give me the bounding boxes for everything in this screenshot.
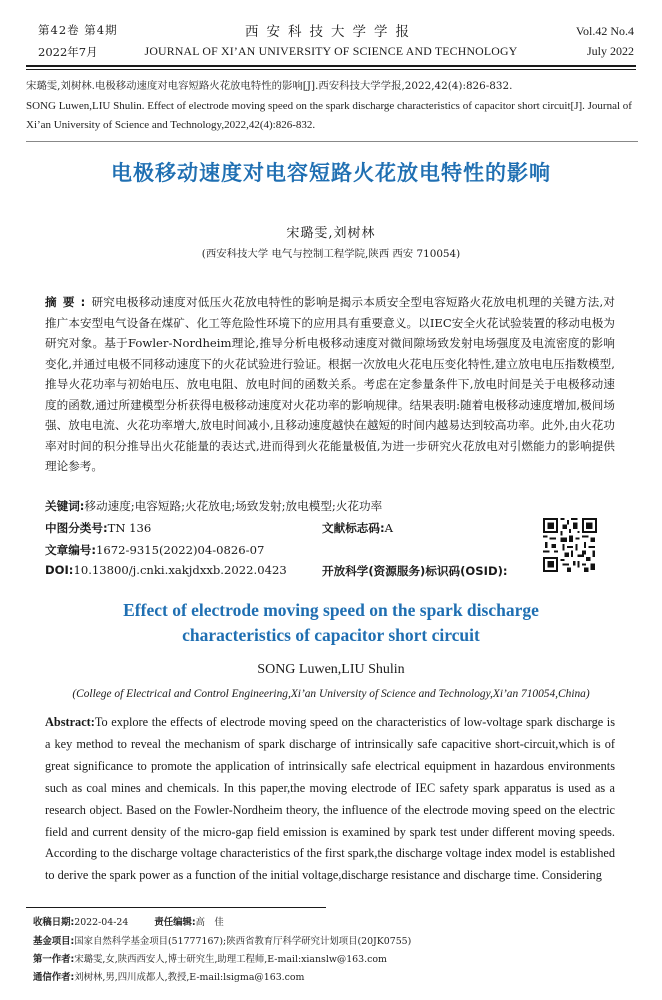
clc-value: TN 136 [107,521,152,535]
article-title-en [0,598,662,648]
footnote-first-author [33,951,633,965]
abstract-cn-text: 研究电极移动速度对低压火花放电特性的影响是揭示本质安全型电容短路火花放电机理的关键方法,对推广本安型电气设备在煤矿、化工等危险性环境下的应用具有重要意义。以IEC安全火花试验装置的移动电极为研究对象。基于Fowler-Nordheim理论,推导分析电极移动速度对微间隙场致发射电场强度及电流密度的影响变化,并通过电极不同移动速度下的火花试验进行验证。根据一次放电火花电压变化特性,建立放电电压指数模型,推导火花功率与初始电压、放电电阻、放电时间的函数关系。考虑在定参量条件下,放电时间是关于电极移动速度的函数,通过所建模型分析获得电极移动速度对火花功率的影响规律。结果表明:随着电极移动速度增加,极间场强、放电电流、火花功率增大,放电时间减小,且移动速度越快在越短的时间内越易达到较高功率。此外,由火花功率对时间的积分推导出火花能量的表达式,进而得到火花能量极值,为进一步研究火花放电对引燃能力的影响提供理论参考。 [45,295,615,473]
citation-en: SONG Luwen,LIU Shulin. Effect of electrode moving speed on the spark discharge characteristics of capacitor short circuit[J]. Journal of Xi’an University of Science and Technology,2022,42(4):826-832. [26,99,632,131]
footnote-rule [26,907,326,908]
footnote-fund [33,933,633,947]
citation-cn: 宋璐雯,刘树林.电极移动速度对电容短路火花放电特性的影响[J].西安科技大学学报,2022,42(4):826-832. [26,80,513,92]
authors-en: SONG Luwen,LIU Shulin [257,662,405,677]
first-author-value: 宋璐雯,女,陕西西安人,博士研究生,助理工程师,E-mail:xianslw@163.com [74,954,387,965]
clc-label: 中图分类号: [45,521,108,535]
document-code [322,520,393,536]
corresponding-value: 刘树林,男,四川成都人,教授,E-mail:lsigma@163.com [74,972,305,983]
article-no-label: 文章编号: [45,543,97,557]
editor-label: 责任编辑: [154,917,196,928]
header-rule-thin [26,69,636,70]
abstract-cn-label: 摘要: [45,295,92,309]
abstract-en-label: Abstract: [45,715,95,729]
journal-name-en: JOURNAL OF XI’AN UNIVERSITY OF SCIENCE AND TECHNOLOGY [144,44,518,58]
article-title-en-line1: Effect of electrode moving speed on the spark discharge [123,600,539,620]
clc-number [45,520,151,536]
journal-name-cn: 西安科技大学学报 [245,24,417,40]
fund-label: 基金项目: [33,936,75,947]
footnote-corresponding [33,969,633,983]
fund-value: 国家自然科学基金项目(51777167);陕西省教育厅科学研究计划项目(20JK0755) [74,936,412,947]
osid-label: 开放科学(资源服务)标识码(OSID): [322,564,508,578]
article-title-cn: 电极移动速度对电容短路火花放电特性的影响 [111,161,551,185]
received-value: 2022-04-24 [74,917,129,928]
article-no-value: 1672-9315(2022)04-0826-07 [96,543,265,557]
article-number [45,542,264,558]
doi [45,563,287,577]
corresponding-label: 通信作者: [33,972,75,983]
affiliation-en: (College of Electrical and Control Engineering,Xi’an University of Science and Technology,Xi’an 710054,China) [72,688,590,700]
doi-label: DOI: [45,563,74,577]
date-cn: 2022年7月 [38,45,98,59]
date-en: July 2022 [586,44,634,58]
doi-value: 10.13800/j.cnki.xakjdxxb.2022.0423 [73,563,287,577]
authors-cn: 宋璐雯,刘树林 [286,226,376,241]
editor-value: 高 佳 [195,917,224,928]
qr-code-icon [543,518,597,572]
abstract-en-text: To explore the effects of electrode moving speed on the characteristics of low-voltage spark discharge is a key method to reveal the mechanism of spark discharge of intrinsically safe capacitive short-circuit,which is of great significance to promote the application of intrinsically safe electrical equipment in hazardous environments such as coal mines and chemicals. In this paper,the moving electrode of IEC safety spark apparatus is used as a research object. Based on the Fowler-Nordheim theory, the influence of the electrode moving speed on the electric field and current density of the micro-gap field emission is examined by spark test under different moving speeds. According to the discharge voltage characteristics of the first spark,the discharge voltage index model is established to derive the spark power as a function of the initial voltage,discharge resistance and discharge time. Considering [45,715,615,883]
article-title-en-line2: characteristics of capacitor short circuit [182,625,480,645]
abstract-cn [45,292,615,477]
first-author-label: 第一作者: [33,954,75,965]
doc-code-value: A [384,521,393,535]
keywords-cn [45,498,615,514]
citation-rule [26,141,638,142]
keywords-cn-label: 关键词: [45,499,85,513]
affiliation-cn: (西安科技大学 电气与控制工程学院,陕西 西安 710054) [201,248,461,260]
header-rule-thick [26,65,636,67]
osid [322,563,508,579]
received-label: 收稿日期: [33,917,75,928]
doc-code-label: 文献标志码: [322,521,385,535]
keywords-cn-text: 移动速度;电容短路;火花放电;场致发射;放电模型;火花功率 [84,499,383,513]
volume-issue-cn: 第42卷 第4期 [38,23,118,37]
citation-block [26,77,638,136]
abstract-en [45,712,615,887]
footnote-received [33,914,633,928]
volume-issue-en: Vol.42 No.4 [575,24,634,38]
